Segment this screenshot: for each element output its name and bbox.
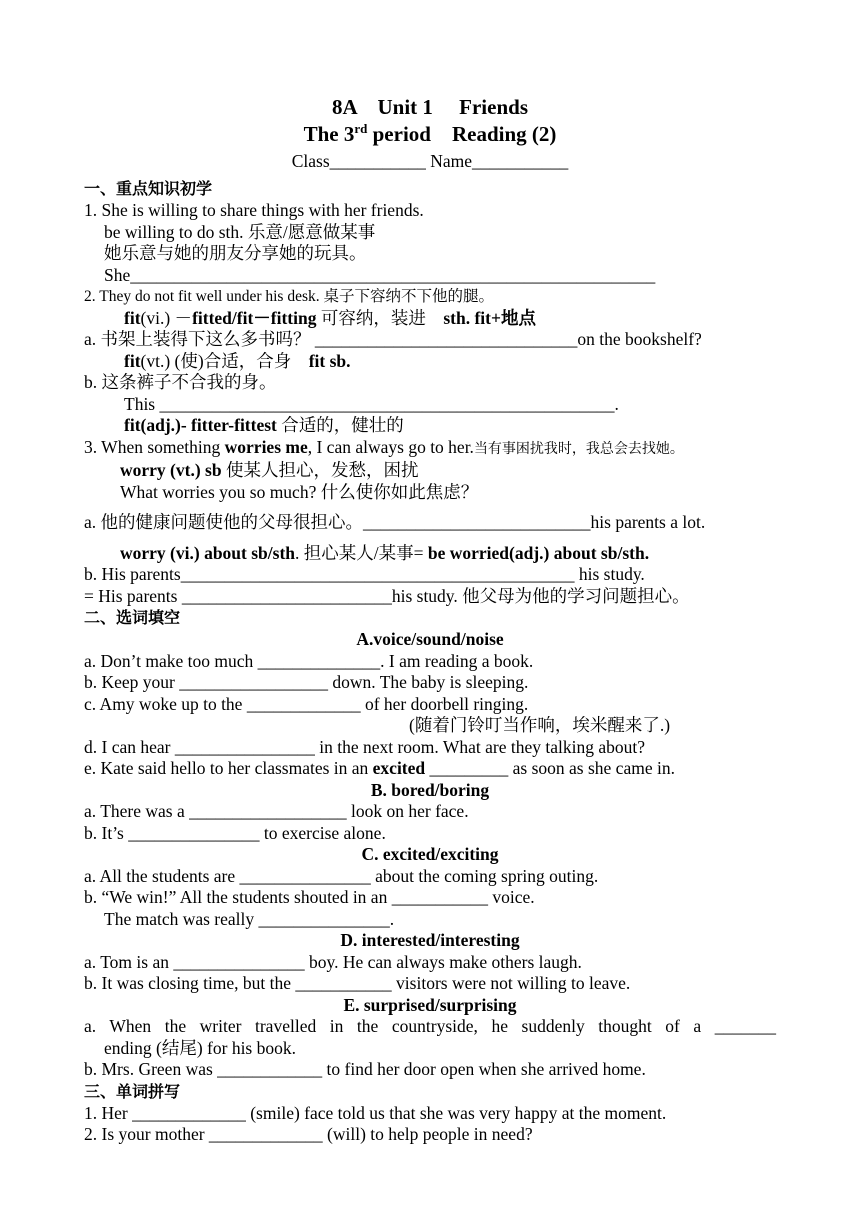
section-2-heading: 二、选词填空 [84,608,181,627]
section-1-heading: 一、重点知识初学 [84,179,213,198]
exercise-line: e. Kate said hello to her classmates in an excited _________ as soon as she came in. [84,758,675,778]
exercise-line: d. I can hear ________________ in the next room. What are they talking about? [84,736,645,757]
s1-line: fit(vt.) (使)合适，合身 fit sb. [124,350,351,371]
exercise-line: a. Tom is an _______________ boy. He can always make others laugh. [84,951,582,972]
group-a-title: A.voice/sound/noise [356,629,504,649]
s1-line: worry (vt.) sb 使某人担心，发愁，困扰 [120,460,419,480]
exercise-line: b. It’s _______________ to exercise alone. [84,822,386,843]
group-e-title: E. surprised/surprising [343,994,517,1015]
exercise-line: c. Amy woke up to the _____________ of her doorbell ringing. [84,693,529,714]
exercise-line: b. It was closing time, but the ___________ visitors were not willing to leave. [84,973,631,993]
spelling-question: 2. Is your mother _____________ (will) to help people in need? [84,1124,533,1144]
period-title: The 3rd period Reading (2) [303,121,557,146]
class-name-line: Class___________ Name___________ [291,151,569,171]
s1-line: b. 这条裤子不合我的身。 [84,372,277,392]
exercise-line: a. All the students are _______________ about the coming spring outing. [84,865,599,886]
group-d-title: D. interested/interesting [340,930,520,950]
exercise-line: (随着门铃叮当作响，埃米醒来了.) [409,715,671,735]
s1-line: fit(vi.) －fitted/fit－fitting 可容纳，装进 sth. fit+地点 [124,307,536,328]
s1-line: worry (vi.) about sb/sth. 担心某人/某事= be worried(adj.) about sb/sth. [120,542,650,563]
unit-title: 8A Unit 1 Friends [331,95,528,119]
group-c-title: C. excited/exciting [361,844,499,864]
exercise-line: a. Don’t make too much ______________. I am reading a book. [84,650,534,671]
s1-line: 3. When something worries me, I can always go to her.当有事困扰我时，我总会去找她。 [84,436,684,457]
s1-answer-line: This ____________________________________________________. [124,393,619,414]
exercise-line: a. When the writer travelled in the countryside, he suddenly thought of a _______ [84,1016,776,1036]
exercise-line: ending (结尾) for his book. [104,1037,296,1058]
s1-line: a. 书架上装得下这么多书吗？ ______________________________on the bookshelf? [84,329,702,349]
s1-answer-line: She____________________________________________________________ [104,264,656,285]
section-3-heading: 三、单词拼写 [84,1081,181,1101]
group-b-title: B. bored/boring [370,779,490,800]
exercise-line: b. Keep your _________________ down. The baby is sleeping. [84,672,529,692]
exercise-line: The match was really _______________. [104,908,395,929]
spelling-question: 1. Her _____________ (smile) face told us that she was very happy at the moment. [84,1102,667,1123]
s1-line: a. 他的健康问题使他的父母很担心。__________________________his parents a lot. [84,512,706,532]
exercise-line: b. Mrs. Green was ____________ to find her door open when she arrived home. [84,1059,646,1079]
s1-line: = His parents ________________________his study. 他父母为他的学习问题担心。 [84,585,690,606]
s1-line: be willing to do sth. 乐意/愿意做某事 [104,221,376,242]
s1-line: 2. They do not fit well under his desk. 桌子下容纳不下他的腿。 [84,288,495,305]
s1-line: fit(adj.)- fitter-fittest 合适的，健壮的 [124,415,404,435]
exercise-line: b. “We win!” All the students shouted in an ___________ voice. [84,887,535,907]
s1-line: 1. She is willing to share things with her friends. [84,200,424,220]
s1-line: What worries you so much? 什么使你如此焦虑？ [120,481,479,502]
exercise-line: a. There was a __________________ look on her face. [84,801,469,821]
s1-line: 她乐意与她的朋友分享她的玩具。 [104,243,367,263]
s1-line: b. His parents_____________________________________________ his study. [84,564,645,584]
